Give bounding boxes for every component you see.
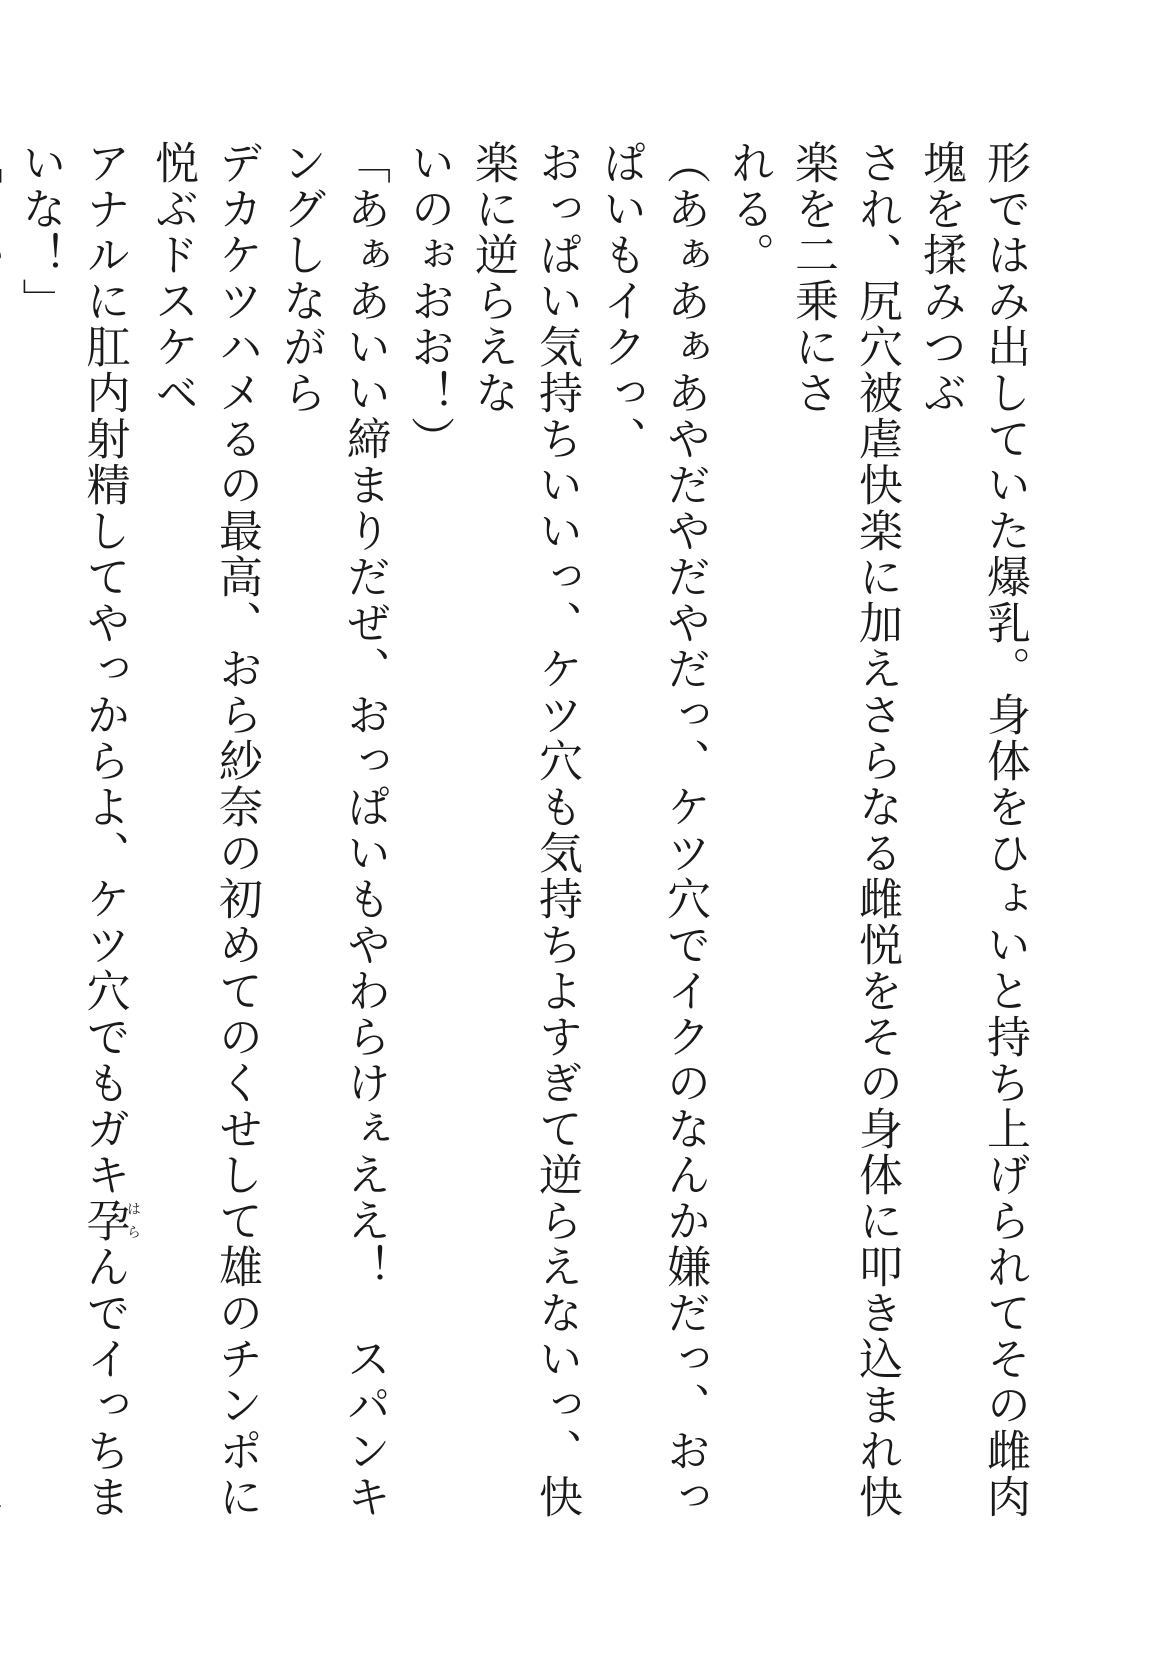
text-line-8: デカケツハメるの最高、おら紗奈の初めてのくせして雄のチンポに悦ぶドスケベ bbox=[147, 140, 262, 1520]
vertical-text-body bbox=[0, 140, 1036, 1540]
text-line-4: （あぁあぁあやだやだやだっ、ケツ穴でイクのなんか嫌だっ、おっぱいもイクっ、 bbox=[595, 140, 710, 1520]
text-line-9-content: アナルに肛内射精してやっからよ、ケツ穴でもガキ孕はらんでイっちまいな！」 bbox=[14, 140, 141, 1520]
text-line-6: いのぉおお！） bbox=[403, 140, 454, 462]
text-line-1: 形ではみ出していた爆乳。身体をひょいと持ち上げられてその雌肉塊を揉みつぶ bbox=[915, 140, 1030, 1520]
text-line-2: され、尻穴被虐快楽に加えさらなる雌悦をその身体に叩き込まれ快楽を二乗にさ bbox=[787, 140, 902, 1520]
text-line-5: おっぱい気持ちいいっ、ケツ穴も気持ちよすぎて逆らえないっ、快楽に逆らえな bbox=[467, 140, 582, 1520]
text-line-7: 「あぁあいい締まりだぜ、おっぱいもやわらけぇええ！ スパンキングしながら bbox=[275, 140, 390, 1520]
text-line-10 bbox=[0, 140, 8, 1540]
ruby-reading: はら bbox=[125, 1198, 141, 1244]
text-line-3: れる。 bbox=[723, 140, 774, 278]
ruby-annotation: 孕はら bbox=[78, 1198, 141, 1244]
text-line-9 bbox=[8, 140, 141, 1540]
